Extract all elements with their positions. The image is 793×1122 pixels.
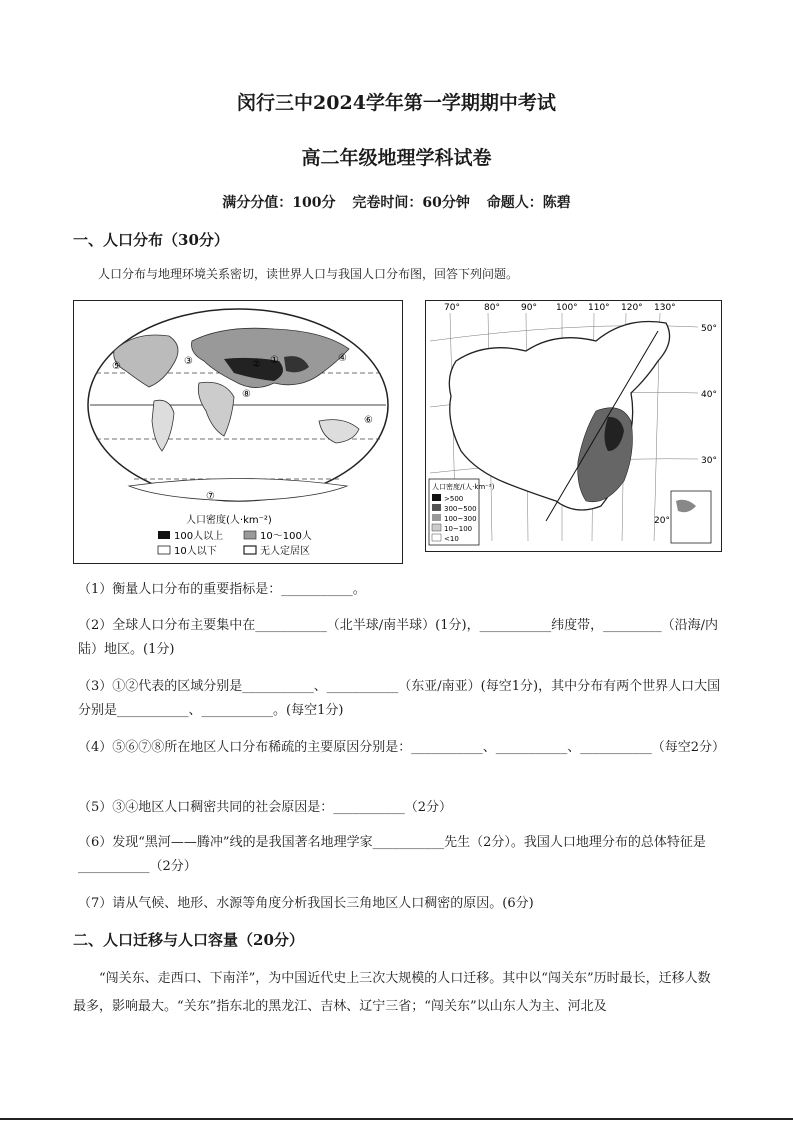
question-7: （7）请从气候、地形、水源等角度分析我国长三角地区人口稠密的原因。(6分) <box>78 896 534 911</box>
lon-label: 100° <box>556 303 578 313</box>
exam-title: 闵行三中2024学年第一学期期中考试 <box>237 92 556 114</box>
lon-label: 70° <box>444 303 460 313</box>
exam-time: 完卷时间：60分钟 <box>352 195 470 211</box>
legend-swatch-none <box>244 546 256 554</box>
map-marker-5: ⑤ <box>112 361 121 372</box>
lon-label: 80° <box>484 303 500 313</box>
world-legend-item: 10～100人 <box>260 531 312 542</box>
lon-label: 90° <box>521 303 537 313</box>
legend-swatch-sparse <box>158 546 170 554</box>
full-score: 满分分值：100分 <box>222 195 336 211</box>
lat-label: 30° <box>701 456 717 466</box>
question-6: （6）发现“黑河——腾冲”线的是我国著名地理学家___________先生（2分）。我国人口地理分布的总体特征是___________（2分） <box>78 835 706 874</box>
world-population-map <box>73 300 403 564</box>
map-marker-3: ③ <box>184 356 193 367</box>
map-marker-1: ① <box>270 355 279 366</box>
china-legend-item: >500 <box>444 495 464 503</box>
world-legend-item: 无人定居区 <box>260 546 310 557</box>
lat-label: 40° <box>701 390 717 400</box>
lon-label: 120° <box>621 303 643 313</box>
world-legend-item: 100人以上 <box>174 531 224 542</box>
china-legend-item: <10 <box>444 535 459 543</box>
lon-label: 130° <box>654 303 676 313</box>
map-marker-7: ⑦ <box>206 491 215 502</box>
question-1: （1）衡量人口分布的重要指标是：___________。 <box>78 582 366 597</box>
world-legend-item: 10人以下 <box>174 546 217 557</box>
section1-intro: 人口分布与地理环境关系密切，读世界人口与我国人口分布图，回答下列问题。 <box>98 267 519 281</box>
question-5: （5）③④地区人口稠密共同的社会原因是：___________（2分） <box>78 800 453 815</box>
china-legend-title: 人口密度/(人·km⁻²) <box>432 483 495 491</box>
map-marker-6: ⑥ <box>364 415 373 426</box>
lat-label: 20° <box>654 516 670 526</box>
china-population-map <box>425 300 722 552</box>
lon-label: 110° <box>588 303 610 313</box>
exam-meta <box>0 192 793 212</box>
page-bottom-rule <box>0 1118 793 1120</box>
china-legend-item: 100~300 <box>444 515 477 523</box>
exam-author: 命题人：陈碧 <box>486 195 571 211</box>
question-4: （4）⑤⑥⑦⑧所在地区人口分布稀疏的主要原因分别是：___________、___________、___________（每空2分） <box>78 740 726 755</box>
question-2: （2）全球人口分布主要集中在___________（北半球/南半球）(1分)，___________纬度带，_________（沿海/内陆）地区。(1分) <box>78 618 718 657</box>
china-legend-item: 300~500 <box>444 505 477 513</box>
map-marker-2: ② <box>252 359 261 370</box>
section2-heading: 二、人口迁移与人口容量（20分） <box>73 931 304 949</box>
legend-swatch-dense <box>158 531 170 539</box>
section2-paragraph: “闯关东、走西口、下南洋”，为中国近代史上三次大规模的人口迁移。其中以“闯关东”历时最长，迁移人数最多，影响最大。“关东”指东北的黑龙江、吉林、辽宁三省；“闯关东”以山东人为主、河北及 <box>73 971 711 1014</box>
map-marker-8: ⑧ <box>242 389 251 400</box>
china-legend-item: 10~100 <box>444 525 473 533</box>
south-china-sea-inset <box>671 491 711 543</box>
map-marker-4: ④ <box>338 353 347 364</box>
section1-heading: 一、人口分布（30分） <box>73 231 229 249</box>
world-legend-title: 人口密度(人·km⁻²) <box>186 515 272 526</box>
lat-label: 50° <box>701 324 717 334</box>
question-3: （3）①②代表的区域分别是___________、___________（东亚/南亚）(每空1分)，其中分布有两个世界人口大国分别是___________、___________。(每空1分) <box>78 679 721 718</box>
exam-subtitle: 高二年级地理学科试卷 <box>301 147 492 169</box>
legend-swatch-medium <box>244 531 256 539</box>
